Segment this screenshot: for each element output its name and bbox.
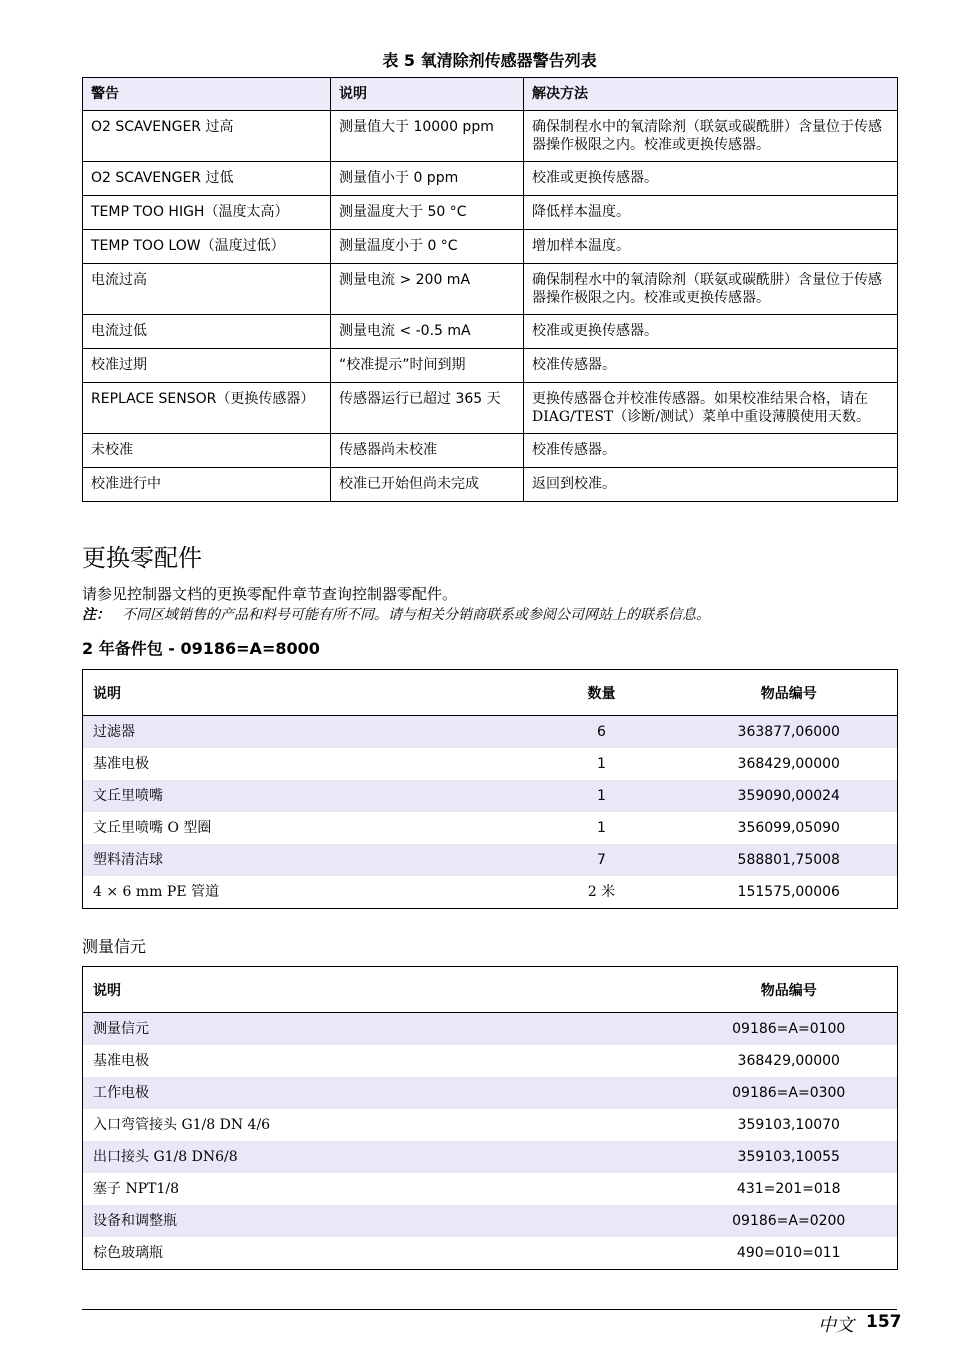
item-number: 588801,75008 [681, 844, 898, 876]
section-title: 更换零配件 [82, 544, 202, 572]
resolution-cell: 增加样本温度。 [524, 230, 898, 264]
table-row [83, 315, 898, 349]
description-cell: 测量温度大于 50 °C [331, 196, 524, 230]
table-row [83, 264, 898, 315]
warning-cell: TEMP TOO HIGH（温度太高） [83, 196, 331, 230]
item-description: 设备和调整瓶 [83, 1205, 681, 1237]
item-number: 431=201=018 [736, 1181, 841, 1197]
item-description: 4 × 6 mm PE 管道 [93, 884, 219, 900]
description-cell: 校准已开始但尚未完成 [331, 468, 524, 502]
resolution-cell: 更换传感器仓并校准传感器。如果校准结果合格，请在 DIAG/TEST（诊断/测试）菜单中重设薄膜使用天数。 [524, 383, 898, 434]
intro-text: 请参见控制器文档的更换零配件章节查询控制器零配件。 [82, 585, 458, 603]
measurement-cell-title: 测量信元 [82, 937, 147, 956]
description-cell: 传感器运行已超过 365 天 [331, 383, 524, 434]
warning-cell: 校准进行中 [83, 468, 331, 502]
warning-cell: TEMP TOO LOW（温度过低） [83, 230, 331, 264]
spare-kit-title: 2 年备件包 - 09186=A=8000 [82, 639, 320, 658]
page-number: 157 [866, 1312, 902, 1332]
item-number: 09186=A=0200 [681, 1205, 898, 1237]
item-number: 359090,00024 [681, 780, 898, 812]
table-row [83, 1205, 898, 1237]
item-description: 工作电极 [83, 1077, 681, 1109]
table-row [83, 162, 898, 196]
item-quantity: 1 [597, 756, 606, 772]
column-header-description: 说明 [83, 967, 681, 1013]
item-description: 基准电极 [93, 1053, 149, 1069]
table-header-row [83, 967, 898, 1013]
column-header-item-number: 物品编号 [681, 967, 898, 1013]
warning-cell: 电流过低 [83, 315, 331, 349]
item-quantity: 6 [523, 716, 681, 749]
item-number: 356099,05090 [737, 820, 840, 836]
table-row [83, 434, 898, 468]
spare-kit-table [82, 669, 898, 909]
resolution-cell: 降低样本温度。 [524, 196, 898, 230]
warning-table [82, 77, 898, 502]
table-header-row [83, 670, 898, 716]
note-label: 注： [82, 607, 110, 623]
table-row [83, 1109, 898, 1141]
item-number: 359103,10055 [681, 1141, 898, 1173]
description-cell: 测量值小于 0 ppm [331, 162, 524, 196]
item-description: 出口接头 G1/8 DN6/8 [83, 1141, 681, 1173]
measurement-cell-table [82, 966, 898, 1270]
table-row [83, 196, 898, 230]
table-header-row [83, 78, 898, 111]
footer-language: 中文 [818, 1315, 854, 1336]
table-row [83, 1077, 898, 1109]
note [82, 604, 710, 624]
table-row [83, 716, 898, 749]
item-quantity: 2 米 [587, 884, 616, 900]
item-description: 棕色玻璃瓶 [93, 1245, 163, 1261]
item-number: 363877,06000 [681, 716, 898, 749]
warning-cell: O2 SCAVENGER 过高 [83, 111, 331, 162]
column-header-description: 说明 [83, 670, 523, 716]
column-header-item-number: 物品编号 [681, 670, 898, 716]
item-description: 过滤器 [83, 716, 523, 749]
item-number: 490=010=011 [736, 1245, 841, 1261]
warning-cell: O2 SCAVENGER 过低 [83, 162, 331, 196]
table-row [83, 230, 898, 264]
table-row [83, 1237, 898, 1270]
item-description: 文丘里喷嘴 O 型圈 [93, 820, 212, 836]
footer-divider [82, 1309, 897, 1310]
warning-cell: REPLACE SENSOR（更换传感器） [83, 383, 331, 434]
note-text: 不同区域销售的产品和料号可能有所不同。请与相关分销商联系或参阅公司网站上的联系信息。 [122, 607, 710, 623]
description-cell: 测量电流 > 200 mA [331, 264, 524, 315]
table-caption: 表 5 氧清除剂传感器警告列表 [382, 51, 597, 70]
item-description: 文丘里喷嘴 [83, 780, 523, 812]
item-number: 09186=A=0300 [681, 1077, 898, 1109]
item-description: 基准电极 [93, 756, 149, 772]
table-row [83, 844, 898, 876]
item-quantity: 1 [523, 780, 681, 812]
item-number: 368429,00000 [737, 756, 840, 772]
resolution-cell: 校准或更换传感器。 [524, 315, 898, 349]
item-description: 塑料清洁球 [83, 844, 523, 876]
item-description: 测量信元 [83, 1013, 681, 1046]
table-row [83, 1045, 898, 1077]
resolution-cell: 返回到校准。 [524, 468, 898, 502]
item-description: 塞子 NPT1/8 [93, 1181, 179, 1197]
description-cell: 传感器尚未校准 [331, 434, 524, 468]
table-row [83, 349, 898, 383]
item-number: 151575,00006 [737, 884, 840, 900]
table-row [83, 812, 898, 844]
description-cell: 测量电流 < -0.5 mA [331, 315, 524, 349]
resolution-cell: 确保制程水中的氧清除剂（联氨或碳酰肼）含量位于传感器操作极限之内。校准或更换传感器。 [524, 111, 898, 162]
item-description: 入口弯管接头 G1/8 DN 4/6 [93, 1117, 271, 1133]
warning-cell: 未校准 [83, 434, 331, 468]
column-header-warning: 警告 [83, 78, 331, 111]
item-number: 09186=A=0100 [681, 1013, 898, 1046]
item-quantity: 1 [597, 820, 606, 836]
table-row [83, 383, 898, 434]
item-quantity: 7 [523, 844, 681, 876]
column-header-quantity: 数量 [523, 670, 681, 716]
description-cell: 测量值大于 10000 ppm [331, 111, 524, 162]
resolution-cell: 确保制程水中的氧清除剂（联氨或碳酰肼）含量位于传感器操作极限之内。校准或更换传感器。 [524, 264, 898, 315]
table-row [83, 748, 898, 780]
column-header-description: 说明 [331, 78, 524, 111]
description-cell: 测量温度小于 0 °C [331, 230, 524, 264]
table-row [83, 468, 898, 502]
table-row [83, 1141, 898, 1173]
description-cell: “校准提示”时间到期 [331, 349, 524, 383]
item-number: 359103,10070 [737, 1117, 840, 1133]
warning-cell: 校准过期 [83, 349, 331, 383]
table-row [83, 1013, 898, 1046]
table-row [83, 1173, 898, 1205]
column-header-resolution: 解决方法 [524, 78, 898, 111]
resolution-cell: 校准传感器。 [524, 434, 898, 468]
item-number: 368429,00000 [737, 1053, 840, 1069]
resolution-cell: 校准或更换传感器。 [524, 162, 898, 196]
resolution-cell: 校准传感器。 [524, 349, 898, 383]
table-row [83, 780, 898, 812]
table-row [83, 111, 898, 162]
table-row [83, 876, 898, 909]
warning-cell: 电流过高 [83, 264, 331, 315]
